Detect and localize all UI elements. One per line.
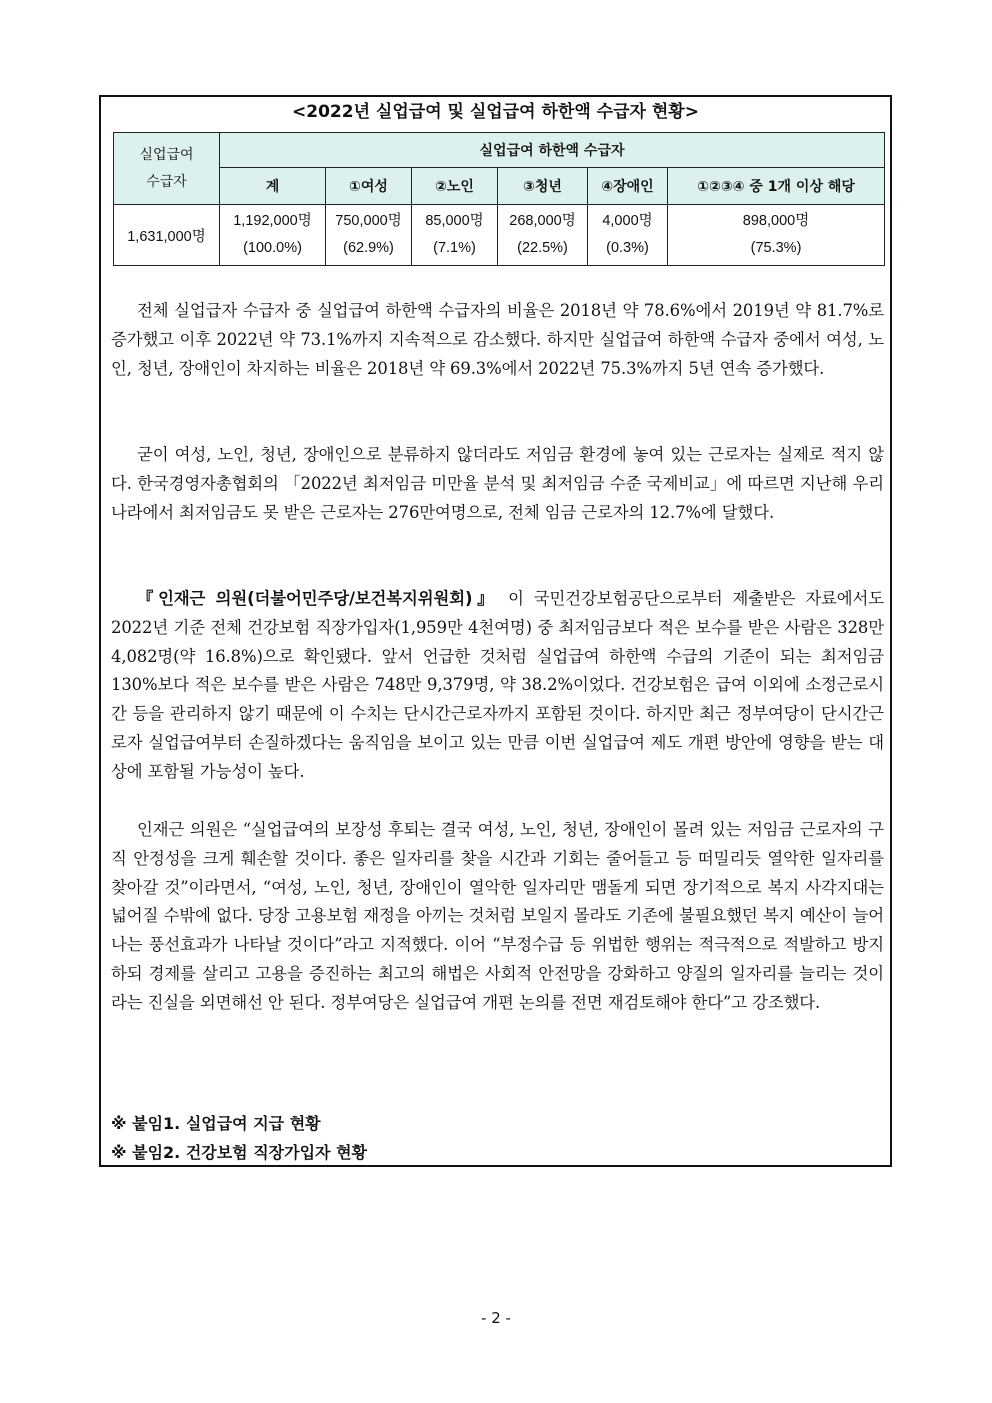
paragraph-health-insurance-body: 이 국민건강보험공단으로부터 제출받은 자료에서도 2022년 기준 전체 건강보험 직장가입자(1,959만 4천여명) 중 최저임금보다 적은 보수를 받은 사람은 328만 4,082명(약 16.8%)으로 확인됐다. 앞서 언급한 것처럼 실업급여 하한액 수급의 기준이 되는 최저임금 130%보다 적은 보수를 받은 사람은 748만 9,379명, 약 38.2%이었다. 건강보험은 급여 이외에 소정근로시간 등을 관리하지 않기 때문에 이 수치는 단시간근로자까지 포함된 것이다. 하지만 최근 정부여당이 단시간근로자 실업급여부터 손질하겠다는 움직임을 보이고 있는 만큼 이번 실업급여 제도 개편 방안에 영향을 받는 대상에 포함될 가능성이 높다. [111,589,884,781]
sub-header-any-of-four: ①②③④ 중 1개 이상 해당 [668,168,885,205]
attachment-item-1: ※ 붙임1. 실업급여 지급 현황 [111,1114,321,1133]
cell-total-count: 1,192,000명 [233,213,312,229]
minimum-benefit-group-header: 실업급여 하한액 수급자 [220,133,885,168]
attachment-item-2: ※ 붙임2. 건강보험 직장가입자 현황 [111,1143,367,1162]
total-recipients-header-line1: 실업급여 [139,146,194,163]
paragraph-low-wage-workers: 굳이 여성, 노인, 청년, 장애인으로 분류하지 않더라도 저임금 환경에 놓여 있는 근로자는 실제로 적지 않다. 한국경영자총협회의 「2022년 최저임금 미만율 분석 및 최저임금 수준 국제비교」에 따르면 지난해 우리나라에서 최저임금도 못 받은 근로자는 276만여명으로, 전체 임금 근로자의 12.7%에 달했다. [111,445,884,522]
cell-total [220,205,326,266]
cell-disabled [588,205,668,266]
total-recipients-cell: 1,631,000명 [114,205,220,266]
document-frame [99,95,892,1167]
cell-any-of-four-pct: (75.3%) [750,240,802,256]
paragraph-ratio-trend: 전체 실업급자 수급자 중 실업급여 하한액 수급자의 비율은 2018년 약 78.6%에서 2019년 약 81.7%로 증가했고 이후 2022년 약 73.1%까지 지속적으로 감소했다. 하지만 실업급여 하한액 수급자 중에서 여성, 노인, 청년, 장애인이 차지하는 비율은 2018년 약 69.3%에서 2022년 75.3%까지 5년 연속 증가했다. [111,301,884,378]
sub-header-women: ①여성 [326,168,412,205]
cell-elderly-pct: (7.1%) [433,240,476,256]
table-title: <2022년 실업급여 및 실업급여 하한액 수급자 현황> [292,102,699,122]
cell-total-pct: (100.0%) [243,240,302,256]
cell-women-count: 750,000명 [335,213,402,229]
cell-any-of-four [668,205,885,266]
lawmaker-name-lead: 『인재근 의원(더불어민주당/보건복지위원회)』 [137,589,499,608]
cell-elderly [412,205,498,266]
recipients-table [113,132,885,266]
cell-women-pct: (62.9%) [343,240,394,256]
paragraph-health-insurance-data [111,585,884,787]
sub-header-elderly: ②노인 [412,168,498,205]
cell-youth-pct: (22.5%) [517,240,568,256]
cell-disabled-pct: (0.3%) [606,240,649,256]
page-number: - 2 - [481,1309,511,1327]
paragraph-lawmaker-quote: 인재근 의원은 “실업급여의 보장성 후퇴는 결국 여성, 노인, 청년, 장애인이 몰려 있는 저임금 근로자의 구직 안정성을 크게 훼손할 것이다. 좋은 일자리를 찾을 시간과 기회는 줄어들고 등 떠밀리듯 열악한 일자리를 찾아갈 것”이라면서, “여성, 노인, 청년, 장애인이 열악한 일자리만 맴돌게 되면 장기적으로 복지 사각지대는 넓어질 수밖에 없다. 당장 고용보험 재정을 아끼는 것처럼 보일지 몰라도 기존에 불필요했던 복지 예산이 늘어나는 풍선효과가 나타날 것이다”라고 지적했다. 이어 “부정수급 등 위법한 행위는 적극적으로 적발하고 방지하되 경제를 살리고 고용을 증진하는 최고의 해법은 사회적 안전망을 강화하고 양질의 일자리를 늘리는 것이라는 진실을 외면해선 안 된다. 정부여당은 실업급여 개편 논의를 전면 재검토해야 한다”고 강조했다. [111,820,884,1012]
total-recipients-header [114,133,220,205]
attachments-list [111,1109,367,1167]
sub-header-disabled: ④장애인 [588,168,668,205]
sub-header-total: 계 [220,168,326,205]
cell-disabled-count: 4,000명 [602,213,653,229]
cell-elderly-count: 85,000명 [425,213,484,229]
cell-youth-count: 268,000명 [509,213,576,229]
cell-women [326,205,412,266]
cell-youth [498,205,588,266]
cell-any-of-four-count: 898,000명 [742,213,810,229]
sub-header-youth: ③청년 [498,168,588,205]
total-recipients-header-line2: 수급자 [146,173,187,190]
